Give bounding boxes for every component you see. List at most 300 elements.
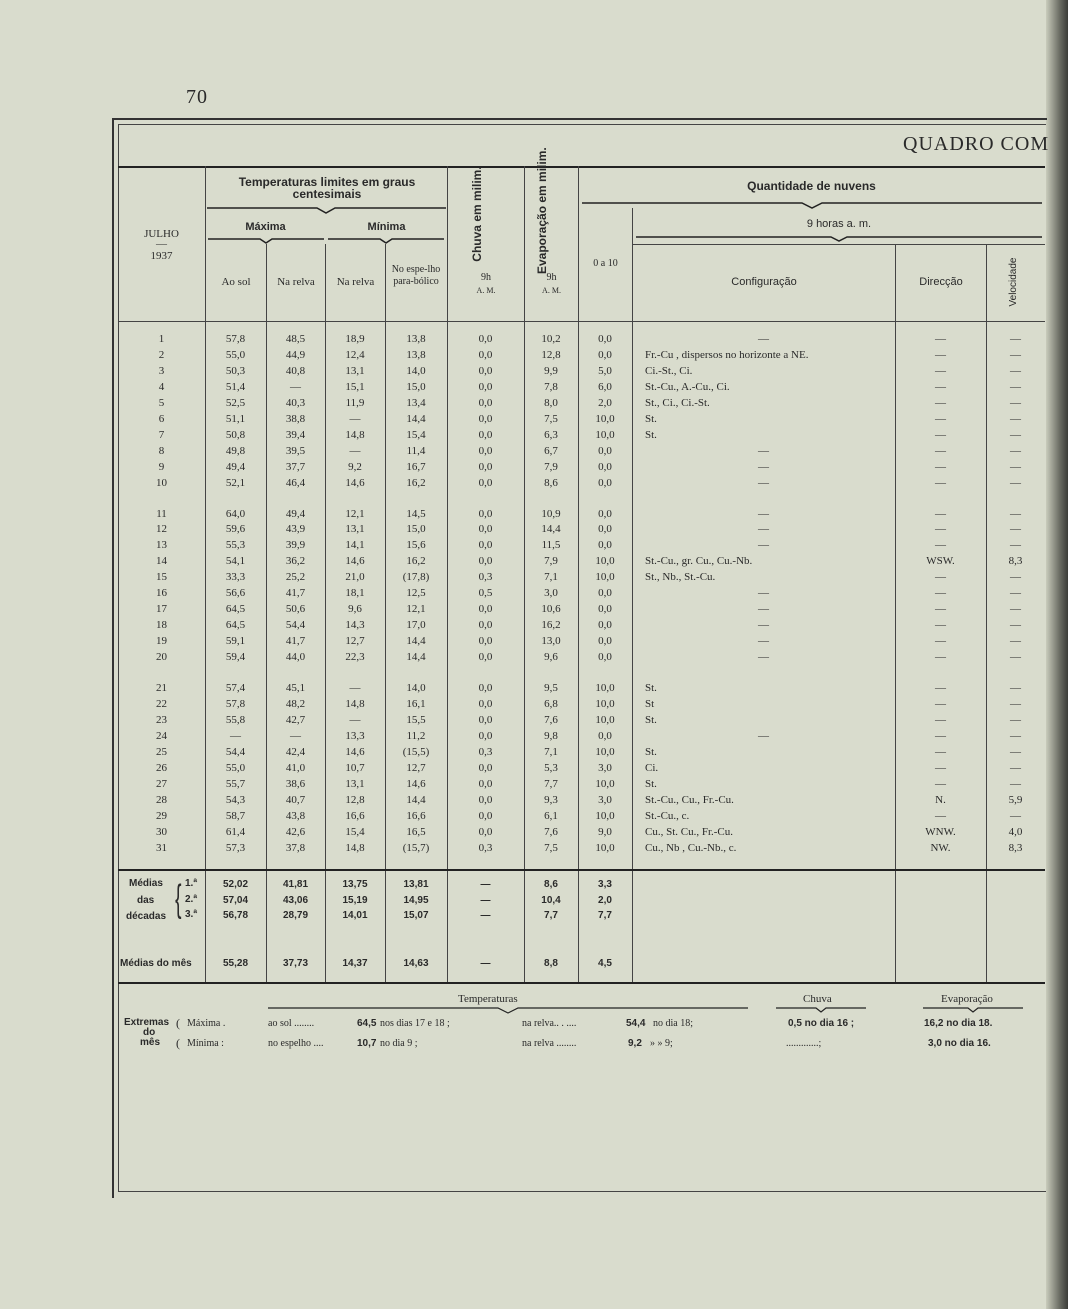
cell-vel: — [1010,412,1021,425]
cell-dir: — [935,761,946,774]
cell-nuv: 5,0 [598,364,612,377]
extremes-label-mes: mês [140,1037,161,1048]
table-row [118,427,1045,443]
cell-configuracao: St.-Cu., c. [645,809,690,822]
cell-vel: — [1010,444,1021,457]
cell-evap: 9,3 [544,793,558,806]
cell-nuv: 10,0 [595,555,615,568]
cell-evap: 7,8 [544,380,558,393]
cell-chuva: 0,0 [478,713,493,726]
cell-dir: — [935,603,946,616]
cell-nuv: 0,0 [598,507,612,520]
cell-nuv: 3,0 [598,761,612,774]
cell-esp: 16,1 [406,697,426,710]
cell-configuracao: — [758,729,769,742]
cell-vel: — [1010,476,1021,489]
cell-vel: — [1010,428,1021,441]
max-relva-value: 54,4 [626,1018,646,1029]
cell-esp: 12,1 [406,603,426,616]
cell-chuva: 0,0 [478,761,493,774]
averages-brace: { [175,878,182,920]
table-row [118,459,1045,475]
cell-d: 30 [156,825,167,838]
cell-sol: 55,7 [225,777,246,790]
header-top-rule [118,166,1045,168]
cell-esp: 12,7 [406,761,426,774]
cell-chuva: 0,0 [478,825,493,838]
cell-sol: 52,5 [225,396,246,409]
min-chuva: .............; [786,1038,822,1049]
cell-esp: 16,5 [406,825,426,838]
cell-dir: — [935,809,946,822]
cell-sol: 59,1 [225,635,246,648]
table-row [118,395,1045,411]
cell-configuracao: St. [645,428,657,441]
cell-dir: — [935,713,946,726]
cell-nuv: 10,0 [595,713,615,726]
cell-evap: 16,2 [541,619,561,632]
cell-d: 22 [156,697,167,710]
extremes-header-temperaturas: Temperaturas [458,993,518,1005]
cell-chuva: 0,0 [478,793,493,806]
month-cell-chuva: — [480,958,491,969]
cell-rmax: 50,6 [285,603,306,616]
cell-d: 14 [156,555,167,568]
cell-nuv: 6,0 [598,380,612,393]
cell-nuv: 10,0 [595,777,615,790]
cell-vel: — [1010,809,1021,822]
cell-evap: 11,5 [541,539,561,552]
cell-nuv: 0,0 [598,635,612,648]
minima-swash [328,236,444,246]
cell-sol: 54,1 [225,555,246,568]
cell-rmax: 39,4 [285,428,306,441]
table-row [118,363,1045,379]
extremes-brace-1: ( [176,1016,180,1030]
cell-rmax: 42,7 [285,713,306,726]
cell-chuva: 0,0 [478,682,493,694]
avg-cell-nuv: 3,3 [598,879,612,890]
cell-dir: — [935,587,946,600]
cell-esp: 13,4 [406,396,426,409]
extremes-header-evaporacao: Evaporação [941,993,993,1005]
table-row [118,728,1045,744]
avg-cell-rmin: 15,19 [342,894,368,906]
cell-vel: — [1010,603,1021,616]
cell-d: 29 [156,809,167,822]
header-chuva-hour: 9h [481,272,491,283]
cell-dir: — [935,682,946,694]
cell-evap: 9,6 [544,651,558,664]
cell-dir: — [935,697,946,710]
max-sol-value: 64,5 [357,1018,377,1029]
cell-nuv: 9,0 [598,825,612,838]
cell-vel: — [1010,729,1021,742]
table-row [118,649,1045,665]
cell-esp: 16,2 [406,476,426,489]
cell-evap: 8,6 [544,476,558,489]
header-year: 1937 [150,250,173,262]
header-dash: — [156,238,167,250]
cell-esp: 13,8 [406,333,426,345]
cell-chuva: 0,0 [478,635,493,648]
extremes-label-do: do [143,1027,156,1038]
cell-rmax: 48,2 [285,697,306,710]
cell-esp: 15,0 [406,380,426,393]
cell-nuv: 10,0 [595,745,615,758]
cell-rmax: 38,8 [285,412,306,425]
cell-vel: — [1010,777,1021,790]
cell-esp: 16,6 [406,809,426,822]
cell-esp: (17,8) [402,571,430,584]
cell-sol: 50,8 [225,428,246,441]
cell-evap: 6,1 [544,809,558,822]
cell-sol: 52,1 [225,476,246,489]
cell-evap: 7,7 [544,777,558,790]
cell-chuva: 0,0 [478,412,493,425]
header-evaporacao: Evaporação em milim. [535,147,549,274]
header-direccao: Direcção [919,276,963,288]
table-row [118,840,1045,856]
cell-evap: 9,9 [544,364,558,377]
cell-dir: — [935,651,946,664]
table-row [118,633,1045,649]
cell-sol: 58,7 [225,809,246,822]
table-row [118,569,1045,585]
cell-chuva: 0,0 [478,729,493,742]
table-row [118,617,1045,633]
cell-vel: — [1010,396,1021,409]
table-row [118,712,1045,728]
cell-evap: 6,3 [544,428,558,441]
table-row [118,808,1045,824]
cell-evap: 9,5 [544,682,558,694]
cell-rmax: 43,9 [285,523,306,536]
cell-d: 23 [156,713,167,726]
cell-rmax: 41,7 [285,635,306,648]
cell-esp: 14,4 [406,651,426,664]
min-espelho-prefix: no espelho .... [268,1038,324,1049]
cell-evap: 14,4 [541,523,561,536]
table-row [118,601,1045,617]
cell-d: 4 [158,380,165,393]
cell-nuv: 0,0 [598,348,612,361]
header-maxima: Máxima [245,221,286,233]
averages-label-decadas: décadas [126,911,167,922]
cell-rmin: 14,8 [345,697,365,710]
cell-dir: NW. [930,841,951,854]
cell-rmin: 12,1 [345,507,365,520]
cell-dir: — [935,428,946,441]
avg-cell-chuva: — [480,910,491,921]
cell-vel: — [1010,460,1021,473]
cell-rmin: 13,1 [345,777,365,790]
header-temp-group: Temperaturas limites em graus centesimais [238,175,416,201]
cell-rmin: 14,6 [345,745,365,758]
cell-vel: — [1010,539,1021,552]
cell-sol: 57,8 [225,333,246,345]
averages-label-das: das [137,895,155,906]
avg-cell-rmin: 13,75 [342,879,368,890]
cell-rmax: 40,7 [285,793,306,806]
cell-rmax: 44,9 [285,348,306,361]
table-row [118,331,1045,347]
cell-nuv: 0,0 [598,587,612,600]
cell-d: 6 [158,412,165,425]
cell-chuva: 0,0 [478,603,493,616]
cell-d: 21 [156,682,167,694]
cell-nuv: 10,0 [595,841,615,854]
cell-sol: 54,3 [225,793,246,806]
avg-cell-esp: 15,07 [403,910,429,921]
cell-chuva: 0,0 [478,476,493,489]
avg-cell-sol: 56,78 [222,910,249,921]
cell-chuva: 0,0 [478,697,493,710]
cell-dir: — [935,729,946,742]
cell-chuva: 0,0 [478,523,493,536]
cell-dir: — [935,412,946,425]
cell-rmax: 44,0 [285,651,306,664]
max-sol-suffix: nos dias 17 e 18 ; [380,1018,450,1029]
cell-sol: 64,0 [225,507,246,520]
cell-esp: 14,4 [406,793,426,806]
cell-dir: — [935,523,946,536]
cell-rmin: — [349,412,361,425]
cell-rmax: 41,0 [285,761,306,774]
max-relva-suffix: no dia 18; [653,1018,693,1029]
cell-chuva: 0,0 [478,777,493,790]
cell-rmin: 13,1 [345,523,365,536]
cell-vel: 8,3 [1008,841,1023,854]
avg-cell-rmax: 28,79 [282,910,309,921]
cell-chuva: 0,5 [478,587,493,600]
cell-d: 20 [156,651,167,664]
cell-esp: 14,6 [406,777,426,790]
cell-evap: 6,7 [544,444,558,457]
cell-configuracao: St.-Cu., Cu., Fr.-Cu. [645,793,734,806]
table-row [118,792,1045,808]
cell-vel: — [1010,333,1021,345]
cell-rmin: 13,1 [345,364,365,377]
cell-rmax: 54,4 [285,619,306,632]
page-number: 70 [186,86,208,108]
cell-rmax: 41,7 [285,587,306,600]
cell-configuracao: — [758,507,769,520]
cell-rmax: 39,9 [285,539,306,552]
cell-esp: 12,5 [406,587,426,600]
cell-configuracao: St., Ci., Ci.-St. [645,396,710,409]
table-row [118,506,1045,522]
cell-d: 28 [156,793,167,806]
cell-evap: 7,1 [544,745,558,758]
decade-average-row [118,893,1045,909]
extremes-minima-label: Mínima : [187,1038,224,1049]
cell-rmin: 12,8 [345,793,365,806]
cell-esp: 14,4 [406,635,426,648]
cell-evap: 7,6 [544,713,558,726]
table-row [118,553,1045,569]
cell-configuracao: Cu., St. Cu., Fr.-Cu. [645,825,734,838]
cell-rmin: 14,8 [345,428,365,441]
cell-nuv: 3,0 [598,793,612,806]
cell-chuva: 0,0 [478,619,493,632]
min-espelho-value: 10,7 [357,1038,377,1049]
cell-dir: — [935,396,946,409]
cell-sol: 33,3 [225,571,246,584]
cell-evap: 6,8 [544,697,558,710]
cell-d: 11 [156,507,167,520]
cell-vel: — [1010,761,1021,774]
cell-esp: 16,2 [406,555,426,568]
cell-rmax: 42,4 [285,745,306,758]
cell-sol: 55,8 [225,713,246,726]
cell-esp: 11,2 [406,729,426,742]
cell-esp: 15,4 [406,428,426,441]
cell-evap: 8,0 [544,396,558,409]
avg-cell-evap: 7,7 [544,910,558,921]
header-chuva-am: A. M. [476,286,496,295]
min-relva-prefix: na relva ........ [522,1038,577,1049]
cell-nuv: 0,0 [598,333,612,345]
table-row [118,680,1045,696]
cell-sol: 49,8 [225,444,246,457]
decade-average-row [118,908,1045,924]
cell-d: 12 [156,523,167,536]
cell-esp: 14,0 [406,364,426,377]
cell-evap: 10,2 [541,333,561,345]
cell-dir: WSW. [926,555,955,568]
cell-dir: — [935,745,946,758]
cell-chuva: 0,0 [478,364,493,377]
cell-configuracao: St.-Cu., A.-Cu., Ci. [645,380,730,393]
nuvens-swash [582,200,1042,210]
avg-cell-nuv: 7,7 [598,910,612,921]
cell-sol: 64,5 [225,603,246,616]
avg-cell-esp: 13,81 [403,879,429,890]
cell-d: 7 [158,428,165,441]
cell-sol: 49,4 [225,460,246,473]
cell-vel: 4,0 [1008,825,1023,838]
avg-cell-rmax: 43,06 [282,894,309,906]
cell-dir: — [935,364,946,377]
cell-d: 26 [156,761,167,774]
cell-d: 24 [156,729,167,742]
cell-sol: 55,0 [225,348,246,361]
cell-vel: — [1010,523,1021,536]
cell-vel: — [1010,697,1021,710]
table-row [118,744,1045,760]
cell-evap: 9,8 [544,729,558,742]
header-na-relva-max: Na relva [277,276,315,288]
cell-rmin: 22,3 [345,651,365,664]
cell-rmin: 11,9 [345,396,365,409]
cell-dir: — [935,539,946,552]
cell-dir: — [935,777,946,790]
cell-evap: 7,1 [544,571,558,584]
cell-vel: — [1010,380,1021,393]
cell-rmin: — [349,444,361,457]
cell-configuracao: — [758,619,769,632]
cell-d: 31 [156,841,167,854]
cell-nuv: 10,0 [595,697,615,710]
cell-dir: — [935,635,946,648]
cell-evap: 7,5 [544,412,558,425]
cell-rmax: 46,4 [285,476,306,489]
cell-dir: WNW. [925,825,956,838]
cell-vel: 8,3 [1008,555,1023,568]
cell-rmax: 39,5 [285,444,306,457]
cell-vel: 5,9 [1008,793,1023,806]
cell-nuv: 0,0 [598,476,612,489]
cell-d: 18 [156,619,167,632]
table-row [118,585,1045,601]
cell-vel: — [1010,745,1021,758]
cell-rmin: 15,4 [345,825,365,838]
table-row [118,776,1045,792]
cell-rmin: 21,0 [345,571,365,584]
header-no-espelho: No espe-lho para-bólico [391,264,441,287]
min-relva-suffix: » » 9; [650,1038,673,1049]
temp-group-swash [207,205,446,215]
cell-evap: 10,9 [541,507,561,520]
cell-d: 16 [156,587,167,600]
cell-chuva: 0,0 [478,333,493,345]
nine-hours-swash [636,234,1042,244]
cell-sol: — [230,729,241,742]
cell-configuracao: St. [645,682,657,694]
cell-d: 10 [156,476,167,489]
cell-evap: 13,0 [541,635,561,648]
cell-evap: 7,9 [544,460,558,473]
cell-chuva: 0,0 [478,380,493,393]
cell-sol: 56,6 [225,587,246,600]
cell-esp: 15,0 [406,523,426,536]
cell-configuracao: — [758,460,769,473]
cell-rmax: 48,5 [285,333,306,345]
cell-dir: — [935,460,946,473]
quadro-title: QUADRO COM [903,133,1050,155]
avg-cell-rmax: 41,81 [282,879,309,890]
cell-rmax: 38,6 [285,777,306,790]
cell-rmax: 40,3 [285,396,306,409]
avg-cell-sol: 57,04 [222,894,249,906]
cell-sol: 59,6 [225,523,246,536]
cell-esp: (15,7) [402,841,430,854]
cell-configuracao: St., Nb., St.-Cu. [645,571,716,584]
cell-configuracao: Cu., Nb , Cu.-Nb., c. [645,841,737,854]
cell-rmin: — [349,713,361,726]
cell-chuva: 0,0 [478,555,493,568]
cell-dir: — [935,619,946,632]
cell-configuracao: Ci. [645,761,659,774]
cell-sol: 55,3 [225,539,246,552]
cell-sol: 50,3 [225,364,246,377]
table-row [118,521,1045,537]
cell-vel: — [1010,507,1021,520]
header-bottom-rule [118,321,1045,322]
cell-d: 25 [156,745,167,758]
header-evap-hour: 9h [546,272,557,283]
cell-sol: 54,4 [225,745,246,758]
cell-evap: 7,9 [544,555,558,568]
cell-configuracao: St. [645,745,657,758]
cell-rmax: 25,2 [285,571,306,584]
cell-sol: 51,1 [225,412,246,425]
cell-d: 1 [158,333,165,345]
table-row [118,443,1045,459]
decade-number: 1.ª [185,878,198,889]
extremes-header-chuva: Chuva [803,993,832,1005]
